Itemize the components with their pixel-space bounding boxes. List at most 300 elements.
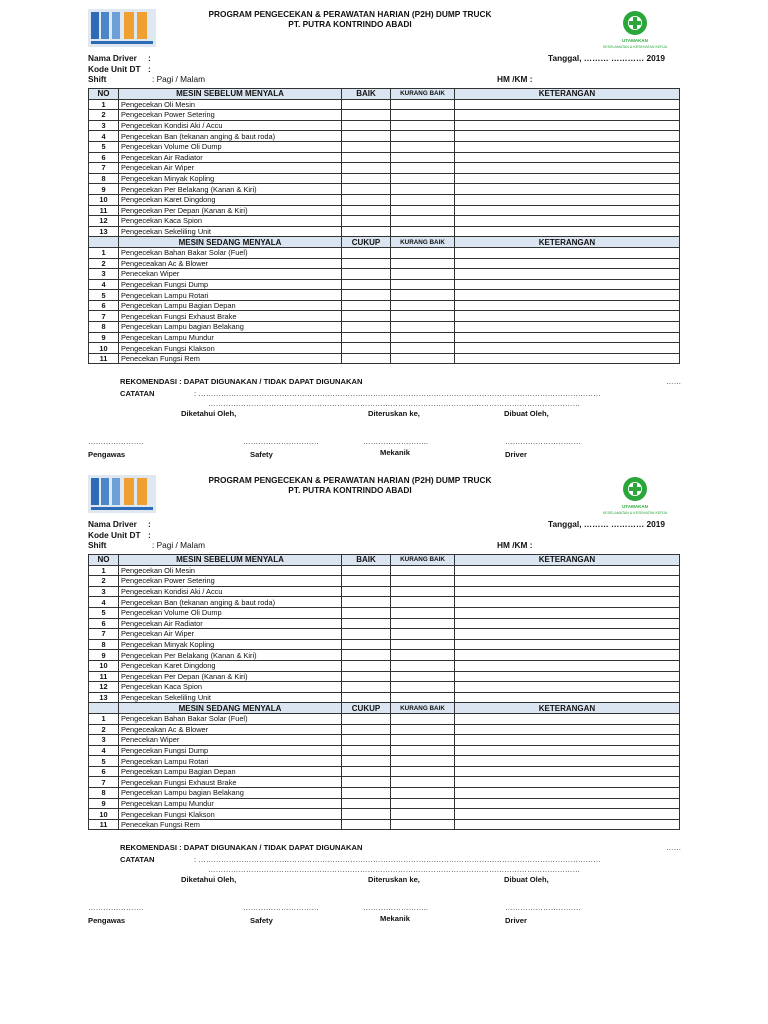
kurang-baik-cell[interactable] [391,756,455,767]
table-row [89,671,680,682]
keterangan-cell[interactable] [455,226,680,237]
form-title-line1: PROGRAM PENGECEKAN & PERAWATAN HARIAN (P2H) DUMP TRUCK [208,475,492,485]
keterangan-cell[interactable] [455,756,680,767]
driver-label: Driver [505,450,527,459]
check-item: Pengecekan Fungsi Dump [119,745,342,756]
baik-cell[interactable] [342,660,391,671]
check-item: Pengecekan Per Depan (Kanan & Kiri) [119,671,342,682]
cukup-cell[interactable] [342,290,391,301]
kurang-baik-cell[interactable] [391,322,455,333]
keterangan-cell[interactable] [455,343,680,354]
table-row [89,607,680,618]
baik-cell[interactable] [342,163,391,174]
table-row [89,226,680,237]
col-note-header-2: KETERANGAN [455,237,680,248]
kurang-baik-cell[interactable] [391,120,455,131]
row-number: 10 [89,809,119,820]
kurang-baik-cell[interactable] [391,332,455,343]
cukup-cell[interactable] [342,724,391,735]
baik-cell[interactable] [342,618,391,629]
row-number: 8 [89,322,119,333]
col-item-header: MESIN SEBELUM MENYALA [119,555,342,566]
cukup-cell[interactable] [342,343,391,354]
kurang-baik-cell[interactable] [391,152,455,163]
row-number: 9 [89,332,119,343]
checklist-table [88,554,680,830]
check-item: Pengecekan Volume Oli Dump [119,607,342,618]
cukup-cell[interactable] [342,322,391,333]
table-row [89,173,680,184]
col-bad-header-2: KURANG BAIK [391,237,455,248]
keterangan-cell[interactable] [455,777,680,788]
table-row [89,597,680,608]
mekanik-signature-line: …………………….. [363,903,428,912]
kurang-baik-cell[interactable] [391,311,455,322]
col-item-header-2: MESIN SEDANG MENYALA [119,703,342,714]
keterangan-cell[interactable] [455,258,680,269]
driver-label: Driver [505,916,527,925]
catatan-label: CATATAN [120,855,155,864]
col-good-header-2: CUKUP [342,237,391,248]
kurang-baik-cell[interactable] [391,110,455,121]
table-row [89,650,680,661]
check-item: Pengecekan Volume Oli Dump [119,141,342,152]
kurang-baik-cell[interactable] [391,141,455,152]
safety-signature-line: ………………………… [243,903,319,912]
cukup-cell[interactable] [342,777,391,788]
keterangan-cell[interactable] [455,311,680,322]
col-note-header: KETERANGAN [455,555,680,566]
table-row [89,322,680,333]
baik-cell[interactable] [342,650,391,661]
row-number: 7 [89,629,119,640]
keterangan-cell[interactable] [455,205,680,216]
check-item: Pengecekan Lampu Rotari [119,290,342,301]
k3-logo-text2: KESELAMATAN & KESEHATAN KERJA [602,511,668,515]
cukup-cell[interactable] [342,332,391,343]
table-row [89,735,680,746]
kurang-baik-cell[interactable] [391,576,455,587]
table-row [89,629,680,640]
keterangan-cell[interactable] [455,819,680,830]
keterangan-cell[interactable] [455,300,680,311]
row-number: 5 [89,141,119,152]
keterangan-cell[interactable] [455,163,680,174]
safety-signature-line: ………………………… [243,437,319,446]
kurang-baik-cell[interactable] [391,682,455,693]
keterangan-cell[interactable] [455,660,680,671]
baik-cell[interactable] [342,576,391,587]
row-number: 6 [89,618,119,629]
kurang-baik-cell[interactable] [391,194,455,205]
pengawas-signature-line: …………………. [88,903,144,912]
keterangan-cell[interactable] [455,692,680,703]
row-number: 2 [89,576,119,587]
check-item: Pengecekan Fungsi Exhaust Brake [119,777,342,788]
baik-cell[interactable] [342,152,391,163]
keterangan-cell[interactable] [455,131,680,142]
table-row [89,343,680,354]
keterangan-cell[interactable] [455,798,680,809]
check-item: Pengecekan Fungsi Klakson [119,809,342,820]
baik-cell[interactable] [342,173,391,184]
keterangan-cell[interactable] [455,247,680,258]
baik-cell[interactable] [342,629,391,640]
keterangan-cell[interactable] [455,332,680,343]
col-bad-header: KURANG BAIK [391,89,455,100]
check-item: Pengecekan Per Depan (Kanan & Kiri) [119,205,342,216]
col-no-header: NO [89,555,119,566]
cukup-cell[interactable] [342,713,391,724]
hm-km-label: HM /KM : [497,540,533,550]
table-header-row [89,89,680,100]
cukup-cell[interactable] [342,819,391,830]
keterangan-cell[interactable] [455,152,680,163]
check-item: Pengecekan Karet Dingdong [119,660,342,671]
cukup-cell[interactable] [342,269,391,280]
kurang-baik-cell[interactable] [391,745,455,756]
keterangan-cell[interactable] [455,788,680,799]
keterangan-cell[interactable] [455,639,680,650]
check-item: Penecekan Fungsi Rem [119,819,342,830]
keterangan-cell[interactable] [455,290,680,301]
kurang-baik-cell[interactable] [391,290,455,301]
table-row [89,194,680,205]
row-number: 4 [89,131,119,142]
kode-unit-label: Kode Unit DT [88,530,141,540]
kurang-baik-cell[interactable] [391,788,455,799]
baik-cell[interactable] [342,671,391,682]
baik-cell[interactable] [342,565,391,576]
row-number: 9 [89,184,119,195]
table-row [89,819,680,830]
catatan-dots: : …………………………………………………………………………………………………………………………………………… [194,855,601,864]
check-item: Pengecekan Power Setering [119,576,342,587]
kurang-baik-cell[interactable] [391,586,455,597]
baik-cell[interactable] [342,682,391,693]
kurang-baik-cell[interactable] [391,766,455,777]
keterangan-cell[interactable] [455,618,680,629]
baik-cell[interactable] [342,120,391,131]
keterangan-cell[interactable] [455,269,680,280]
kurang-baik-cell[interactable] [391,597,455,608]
nama-driver-colon: : [148,53,151,63]
table-row [89,798,680,809]
kurang-baik-cell[interactable] [391,99,455,110]
shift-value: : Pagi / Malam [152,540,206,550]
kurang-baik-cell[interactable] [391,279,455,290]
catatan-dots: : …………………………………………………………………………………………………………………………………………… [194,389,601,398]
kurang-baik-cell[interactable] [391,184,455,195]
row-number: 2 [89,258,119,269]
keterangan-cell[interactable] [455,216,680,227]
check-item: Penecekan Fungsi Rem [119,353,342,364]
row-number: 8 [89,173,119,184]
kurang-baik-cell[interactable] [391,565,455,576]
keterangan-cell[interactable] [455,713,680,724]
kurang-baik-cell[interactable] [391,650,455,661]
table-row [89,279,680,290]
kode-unit-label: Kode Unit DT [88,64,141,74]
keterangan-cell[interactable] [455,650,680,661]
cukup-cell[interactable] [342,809,391,820]
keterangan-cell[interactable] [455,671,680,682]
keterangan-cell[interactable] [455,194,680,205]
dibuat-label: Dibuat Oleh, [504,409,549,418]
cukup-cell[interactable] [342,311,391,322]
keterangan-cell[interactable] [455,724,680,735]
baik-cell[interactable] [342,586,391,597]
table-row [89,332,680,343]
kurang-baik-cell[interactable] [391,216,455,227]
kurang-baik-cell[interactable] [391,618,455,629]
driver-signature-line: ………………………… [505,437,581,446]
keterangan-cell[interactable] [455,99,680,110]
cukup-cell[interactable] [342,258,391,269]
check-item: Pengecekan Air Wiper [119,629,342,640]
keterangan-cell[interactable] [455,322,680,333]
row-number: 10 [89,343,119,354]
kurang-baik-cell[interactable] [391,269,455,280]
table-row [89,766,680,777]
table-subheader-row [89,703,680,714]
keterangan-cell[interactable] [455,597,680,608]
kurang-baik-cell[interactable] [391,809,455,820]
keterangan-cell[interactable] [455,184,680,195]
check-item: Pengecekan Lampu bagian Belakang [119,788,342,799]
col-good-header: BAIK [342,555,391,566]
kurang-baik-cell[interactable] [391,226,455,237]
keterangan-cell[interactable] [455,110,680,121]
cukup-cell[interactable] [342,353,391,364]
col-good-header-2: CUKUP [342,703,391,714]
col-item-header-2: MESIN SEDANG MENYALA [119,237,342,248]
row-number: 13 [89,692,119,703]
table-row [89,576,680,587]
row-number: 6 [89,152,119,163]
baik-cell[interactable] [342,607,391,618]
row-number: 5 [89,290,119,301]
check-item: Pengecekan Oli Mesin [119,565,342,576]
table-row [89,216,680,227]
table-row [89,353,680,364]
check-item: Pengecekan Air Radiator [119,152,342,163]
baik-cell[interactable] [342,194,391,205]
check-item: Pengecekan Bahan Bakar Solar (Fuel) [119,713,342,724]
rekomendasi-label: REKOMENDASI : DAPAT DIGUNAKAN / TIDAK DAPAT DIGUNAKAN [120,377,363,386]
table-row [89,745,680,756]
diteruskan-label: Diteruskan ke, [368,875,420,884]
col-bad-header: KURANG BAIK [391,555,455,566]
kurang-baik-cell[interactable] [391,671,455,682]
kurang-baik-cell[interactable] [391,258,455,269]
row-number: 11 [89,205,119,216]
table-row [89,290,680,301]
cukup-cell[interactable] [342,788,391,799]
kurang-baik-cell[interactable] [391,205,455,216]
keterangan-cell[interactable] [455,565,680,576]
row-number: 9 [89,798,119,809]
baik-cell[interactable] [342,99,391,110]
table-row [89,788,680,799]
cukup-cell[interactable] [342,279,391,290]
rekomendasi-dots: …… [666,843,682,852]
k3-logo-text1: UTAMAKAN [622,38,648,43]
kurang-baik-cell[interactable] [391,629,455,640]
table-row [89,184,680,195]
shift-label: Shift [88,74,107,84]
check-item: Pengecekan Air Wiper [119,163,342,174]
row-number: 7 [89,163,119,174]
cukup-cell[interactable] [342,745,391,756]
row-number: 11 [89,819,119,830]
baik-cell[interactable] [342,205,391,216]
catatan-label: CATATAN [120,389,155,398]
keterangan-cell[interactable] [455,809,680,820]
keterangan-cell[interactable] [455,141,680,152]
baik-cell[interactable] [342,597,391,608]
check-item: Penecekan Wiper [119,269,342,280]
kurang-baik-cell[interactable] [391,131,455,142]
keterangan-cell[interactable] [455,353,680,364]
mekanik-label: Mekanik [380,448,410,457]
table-row [89,777,680,788]
table-row [89,724,680,735]
k3-logo [600,8,670,52]
row-number: 4 [89,279,119,290]
check-item: Pengecekan Lampu Bagian Depan [119,300,342,311]
form-title-line1: PROGRAM PENGECEKAN & PERAWATAN HARIAN (P2H) DUMP TRUCK [208,9,492,19]
shift-value: : Pagi / Malam [152,74,206,84]
table-row [89,682,680,693]
kurang-baik-cell[interactable] [391,353,455,364]
keterangan-cell[interactable] [455,576,680,587]
kurang-baik-cell[interactable] [391,724,455,735]
keterangan-cell[interactable] [455,173,680,184]
row-number: 9 [89,650,119,661]
kurang-baik-cell[interactable] [391,777,455,788]
keterangan-cell[interactable] [455,629,680,640]
kode-unit-colon: : [148,64,151,74]
k3-logo [600,474,670,518]
kurang-baik-cell[interactable] [391,639,455,650]
check-item: Pengecekan Minyak Kopling [119,173,342,184]
table-header-row [89,555,680,566]
keterangan-cell[interactable] [455,745,680,756]
table-row [89,247,680,258]
keterangan-cell[interactable] [455,279,680,290]
check-item: Pengecekan Kaca Spion [119,216,342,227]
form-title-line2: PT. PUTRA KONTRINDO ABADI [288,19,412,29]
col-item-header: MESIN SEBELUM MENYALA [119,89,342,100]
kurang-baik-cell[interactable] [391,660,455,671]
baik-cell[interactable] [342,141,391,152]
row-number: 12 [89,216,119,227]
check-item: Pengecekan Kondisi Aki / Accu [119,120,342,131]
table-row [89,258,680,269]
row-number: 8 [89,639,119,650]
nama-driver-colon: : [148,519,151,529]
diketahui-label: Diketahui Oleh, [181,409,237,418]
baik-cell[interactable] [342,639,391,650]
kurang-baik-cell[interactable] [391,798,455,809]
table-row [89,639,680,650]
keterangan-cell[interactable] [455,766,680,777]
kurang-baik-cell[interactable] [391,607,455,618]
keterangan-cell[interactable] [455,607,680,618]
keterangan-cell[interactable] [455,735,680,746]
baik-cell[interactable] [342,131,391,142]
keterangan-cell[interactable] [455,586,680,597]
kurang-baik-cell[interactable] [391,819,455,830]
row-number: 1 [89,713,119,724]
kurang-baik-cell[interactable] [391,173,455,184]
check-item: Pengecekan Lampu Mundur [119,798,342,809]
col-note-header: KETERANGAN [455,89,680,100]
mekanik-signature-line: …………………….. [363,437,428,446]
baik-cell[interactable] [342,110,391,121]
tanggal-label: Tanggal, ……… ………… 2019 [548,519,665,529]
check-item: Pengecekan Air Radiator [119,618,342,629]
row-number: 7 [89,777,119,788]
cukup-cell[interactable] [342,798,391,809]
check-item: Pengecekan Lampu Bagian Depan [119,766,342,777]
table-subheader-row [89,237,680,248]
table-row [89,269,680,280]
check-item: Pengecekan Oli Mesin [119,99,342,110]
table-row [89,300,680,311]
check-item: Pengecekan Fungsi Klakson [119,343,342,354]
pengawas-label: Pengawas [88,450,126,459]
driver-signature-line: ………………………… [505,903,581,912]
check-item: Pengecekan Lampu Rotari [119,756,342,767]
check-item: Pengecekan Sekeliling Unit [119,692,342,703]
table-row [89,141,680,152]
nama-driver-label: Nama Driver [88,519,137,529]
cukup-cell[interactable] [342,247,391,258]
kurang-baik-cell[interactable] [391,300,455,311]
safety-gear-icon [600,8,670,52]
nama-driver-label: Nama Driver [88,53,137,63]
cukup-cell[interactable] [342,756,391,767]
rekomendasi-dots: …… [666,377,682,386]
table-row [89,99,680,110]
kurang-baik-cell[interactable] [391,735,455,746]
keterangan-cell[interactable] [455,120,680,131]
baik-cell[interactable] [342,216,391,227]
cukup-cell[interactable] [342,735,391,746]
baik-cell[interactable] [342,226,391,237]
kurang-baik-cell[interactable] [391,692,455,703]
row-number: 11 [89,353,119,364]
check-item: Pengeceakan Ac & Blower [119,724,342,735]
row-number: 2 [89,724,119,735]
keterangan-cell[interactable] [455,682,680,693]
row-number: 3 [89,269,119,280]
cukup-cell[interactable] [342,300,391,311]
row-number: 12 [89,682,119,693]
shift-label: Shift [88,540,107,550]
baik-cell[interactable] [342,184,391,195]
baik-cell[interactable] [342,692,391,703]
kurang-baik-cell[interactable] [391,343,455,354]
cukup-cell[interactable] [342,766,391,777]
kurang-baik-cell[interactable] [391,163,455,174]
kurang-baik-cell[interactable] [391,247,455,258]
table-row [89,205,680,216]
kurang-baik-cell[interactable] [391,713,455,724]
safety-label: Safety [250,450,273,459]
